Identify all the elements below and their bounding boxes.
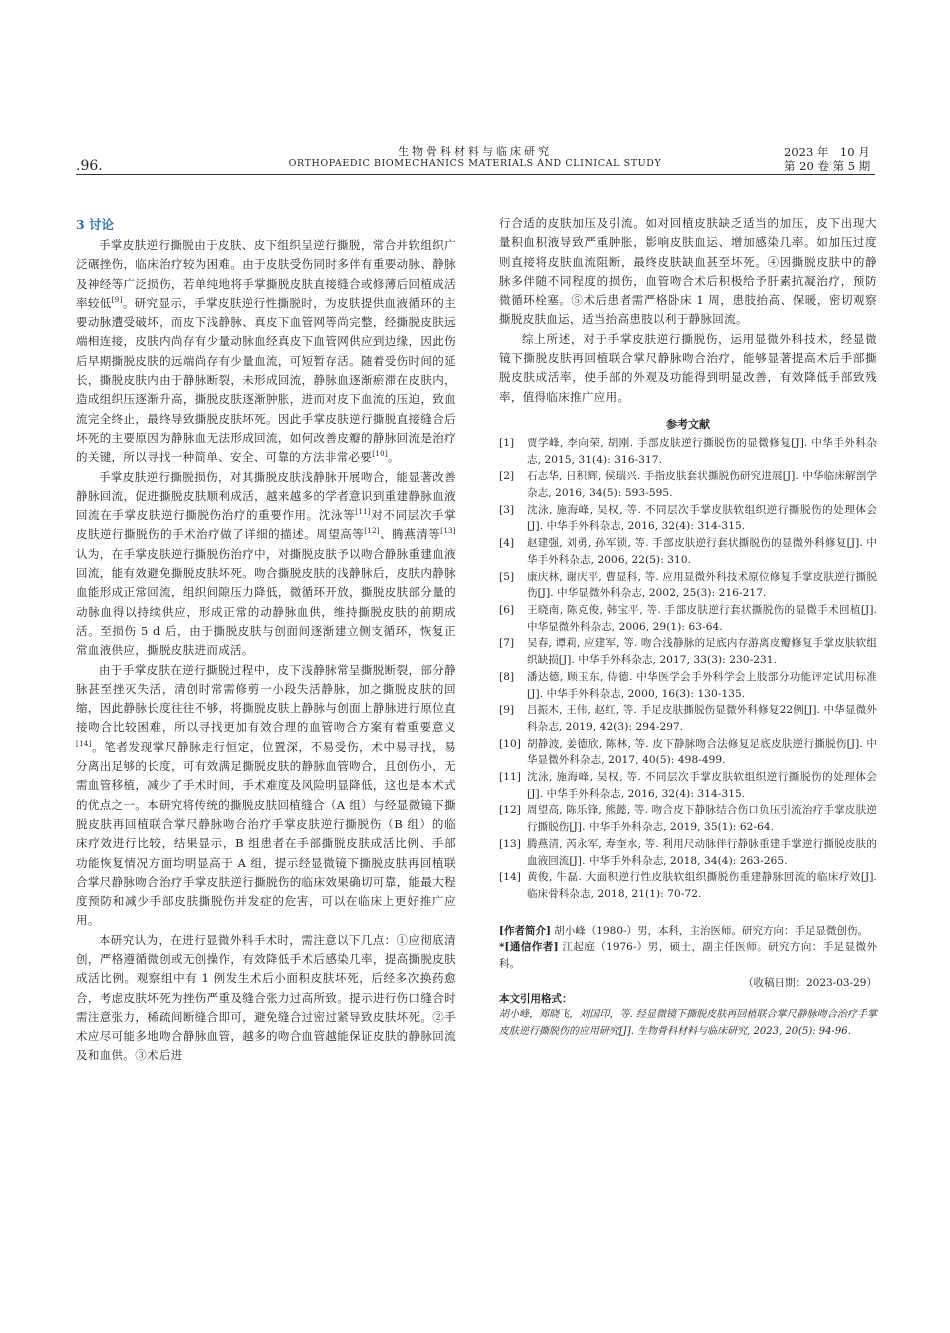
header-rule: [76, 174, 875, 175]
reference-item: [10] 胡静波, 姜德欣, 陈林, 等. 皮下静脉吻合法修复足底皮肤逆行撕脱伤[J]. 中华显微外科杂志, 2017, 40(5): 498-499.: [499, 737, 877, 767]
p2-text-b: 对不同层次手掌皮肤逆行撕脱伤的手术治疗做了详细的描述。周望高等: [76, 508, 456, 542]
p1-text: 手掌皮肤逆行撕脱由于皮肤、皮下组织呈逆行撕脱，常合并软组织广泛碾挫伤，临床治疗较为困难。由于皮肤受伤同时多伴有重要动脉、静脉及神经等广泛损伤，若单纯地将手掌撕脱皮肤直接缝合或修薄后回植成活率较低: [76, 238, 456, 310]
paragraph-1: [76, 236, 456, 468]
reference-list: [499, 435, 877, 903]
p2-text-a: 手掌皮肤逆行撕脱损伤，对其撕脱皮肤浅静脉开展吻合，能显著改善静脉回流，促进撕脱皮肤顺利成活，越来越多的学者意识到重建静脉血液回流在手掌皮肤逆行撕脱伤治疗的重要作用。沈泳等: [76, 469, 456, 523]
author-bio: [499, 923, 877, 940]
citation-format-label: 本文引用格式：: [499, 993, 573, 1006]
section-title: 3 讨论: [76, 217, 115, 232]
reference-item: [6] 王晓南, 陈克俊, 韩宝平, 等. 手部皮肤逆行套状撕脱伤的显微手术回植[J]. 中华显微外科杂志, 2006, 29(1): 63-64.: [499, 604, 877, 633]
p3-text-b: 。笔者发现掌尺静脉走行恒定，位置深，不易受伤，术中易寻找，易分离出足够的长度，可有效满足撕脱皮肤的静脉血管吻合，且创伤小，无需血管移植，减少了手术时间，手术难度及风险明显降低，这也是本术式的优点之一。本研究将传统的撕脱皮肤回植缝合（A 组）与经显微镜下撕脱皮肤再回植联合掌尺静脉吻合治疗手掌皮肤逆行撕脱伤（B 组）的临床疗效进行比较，结果显示，B 组患者在手部撕脱皮肤成活比例、手部功能恢复情况方面均明显高于 A 组，提示经显微镜下撕脱皮肤再回植联合掌尺静脉吻合治疗手掌皮肤逆行撕脱伤的临床效果确切可靠，能最大程度预防和减少手部皮肤撕脱伤并发症的危害，可以在临床上更好推广应用。: [76, 739, 457, 928]
paragraph-2: [76, 468, 456, 661]
reference-item: [9] 吕振木, 王伟, 赵红, 等. 手足皮肤撕脱伤显微外科修复22例[J]. 中华显微外科杂志, 2019, 42(3): 294-297.: [499, 704, 877, 733]
reference-item: [2] 石志华, 日积辉, 侯瑞兴. 手指皮肤套状撕脱伤研究进展[J]. 中华临床解剖学杂志, 2016, 34(5): 593-595.: [499, 470, 877, 500]
author-text: 胡小峰（1980-）男，本科，主治医师。研究方向：手足显微创伤。: [554, 924, 869, 937]
reference-item: [3] 沈泳, 施海峰, 吴权, 等. 不同层次手掌皮肤软组织逆行撕脱伤的处理体会[J]. 中华手外科杂志, 2016, 32(4): 314-315.: [499, 503, 877, 533]
paragraph-5: 综上所述，对于手掌皮肤逆行撕脱伤，运用显微外科技术，经显微镜下撕脱皮肤再回植联合掌尺静脉吻合治疗，能够显著提高术后手部撕脱皮肤成活率，使手部的外观及功能得到明显改善，有效降低手部致残率，值得临床推广应用。: [499, 331, 877, 404]
paragraph-4-continued: 行合适的皮肤加压及引流。如对回植皮肤缺乏适当的加压，皮下出现大量积血积液导致严重肿胀，影响皮肤血运、增加感染几率。如加压过度则直接将皮肤血流阻断，最终皮肤缺血甚至坏死。④因撕脱皮肤中的静脉多伴随不同程度的损伤，血管吻合术后积极给予肝素抗凝治疗，预防微循环栓塞。⑤术后患者需严格卧床 1 周，患肢抬高、保暖，密切观察撕脱皮肤血运，适当抬高患肢以利于静脉回流。: [499, 216, 877, 327]
p2-text-d: 认为，在手掌皮肤逆行撕脱伤治疗中，对撕脱皮肤予以吻合静脉重建血液回流，能有效避免撕脱皮肤坏死。吻合撕脱皮肤的浅静脉后，皮肤内静脉血能形成正常回流，组织间隙压力降低，微循环开放，撕脱皮肤部分量的动脉血得以持续供应，形成正常的动静脉血供，维持撕脱皮肤的前期成活。至损伤 5 d 后，由于撕脱皮肤与创面间逐渐建立侧支循环，恢复正常血液供应，撕脱皮肤进而成活。: [76, 546, 456, 658]
references-heading: 参考文献: [666, 417, 710, 431]
citation-mark: [11]: [355, 508, 372, 517]
p3-text-a: 由于手掌皮肤在逆行撕脱过程中，皮下浅静脉常呈撕脱断裂，部分静脉甚至挫灭失活，清创时常需修剪一小段失活静脉，加之撕脱皮肤的回缩，因此静脉长度往往不够，将撕脱皮肤上静脉与创面上静脉进行原位直接吻合比较困难，所以寻找更加有效合理的血管吻合方案有着重要意义: [76, 662, 456, 735]
reference-item: [1] 贾学峰, 李向荣, 胡刚. 手部皮肤逆行撕脱伤的显微修复[J]. 中华手外科杂志, 2015, 31(4): 316-317.: [499, 436, 877, 466]
reference-item: [14] 黄俊, 牛磊. 大面积逆行性皮肤软组织撕脱伤重建静脉回流的临床疗效[J]. 临床骨科杂志, 2018, 21(1): 70-72.: [499, 871, 877, 900]
paragraph-3: [76, 661, 456, 931]
citation-mark: [9]: [111, 296, 123, 305]
reference-item: [7] 吴春, 谭莉, 应建军, 等. 吻合浅静脉的足底内存游离皮瓣修复手掌皮肤软组织缺损[J]. 中华手外科杂志, 2017, 33(3): 230-231.: [499, 637, 877, 667]
left-column: [76, 214, 456, 1066]
corresponding-author: [499, 939, 877, 972]
reference-item: [8] 潘达德, 顾玉东, 侍德. 中华医学会手外科学会上肢部分功能评定试用标准[J]. 中华手外科杂志, 2000, 16(3): 130-135.: [499, 670, 877, 700]
issue-volume: 第 20 卷 第 5 期: [784, 159, 871, 173]
journal-title-en: ORTHOPAEDIC BIOMECHANICS MATERIALS AND CLINICAL STUDY: [288, 158, 662, 169]
reference-item: [13] 腾燕清, 芮永军, 寿奎水, 等. 利用尺动脉伴行静脉重建手掌逆行撕脱皮肤的血液回流[J]. 中华手外科杂志, 2018, 34(4): 263-265.: [499, 837, 877, 867]
citation-mark: [14]: [76, 739, 92, 748]
paragraph-4: 本研究认为，在进行显微外科手术时，需注意以下几点：①应彻底清创，严格遵循微创或无创操作，有效降低手术后感染几率，提高撕脱皮肤成活比例。观察组中有 1 例发生术后小面积皮肤坏死，后经多次换药愈合，考虑皮肤坏死为挫伤严重及缝合张力过高所致。提示进行伤口缝合时需注意张力，稀疏间断缝合即可，避免缝合过密过紧导致皮肤坏死。②手术应尽可能多地吻合静脉血管，越多的吻合血管越能保证皮肤的静脉回流及和血供。③术后进: [76, 932, 456, 1063]
page-number: .96.: [76, 158, 103, 174]
citation-mark: [10]: [372, 450, 389, 459]
corr-label: *[通信作者]: [499, 941, 559, 954]
reference-item: [4] 赵建强, 刘勇, 孙军锁, 等. 手部皮肤逆行套状撕脱伤的显微外科修复[J]. 中华手外科杂志, 2006, 22(5): 310.: [499, 537, 877, 566]
issue-date: 2023 年 10 月: [784, 145, 870, 159]
right-column: [499, 214, 877, 1040]
citation-mark: [13]: [440, 527, 457, 536]
journal-title-cn: 生物骨科材料与临床研究: [398, 145, 552, 158]
p1-text-c: 。: [388, 450, 400, 465]
citation-mark: [12]: [364, 527, 381, 536]
citation-format-text: 胡小峰，郑晓飞，刘国印，等. 经显微镜下撕脱皮肤再回植联合掌尺静脉吻合治疗手掌皮肤逆行撕脱伤的应用研究[J]. 生物骨科材料与临床研究, 2023, 20(5): 94-96.: [499, 1009, 877, 1037]
corr-text: 江起庭（1976-）男，硕士，副主任医师。研究方向：手足显微外科。: [499, 941, 877, 970]
received-date: （收稿日期：2023-03-29）: [742, 977, 877, 990]
author-label: [作者简介]: [499, 924, 551, 937]
reference-item: [5] 康庆林, 谢庆平, 曹显科, 等. 应用显微外科技术原位修复手掌皮肤逆行撕脱伤[J]. 中华显微外科杂志, 2002, 25(3): 216-217.: [499, 570, 877, 600]
p1-text-b: 。研究显示，手掌皮肤逆行性撕脱时，为皮肤提供血液循环的主要动脉遭受破坏，而皮下浅静脉、真皮下血管网等尚完整，经撕脱皮肤远端相连接，皮肤内尚存有少量动脉血经真皮下血管网供应到边缘，因此伤后早期撕脱皮肤的远端尚存有少量血流，可短暂存活。随着受伤时间的延长，撕脱皮肤内由于静脉断裂，未形成回流，静脉血逐渐瘀滞在皮肤内，造成组织压逐渐升高，撕脱皮肤逐渐肿胀，进而对皮下血流的压迫，致血流完全终止，最终导致撕脱皮肤坏死。因此手掌皮肤逆行撕脱直接缝合后坏死的主要原因为静脉血无法形成回流，如何改善皮瓣的静脉回流是治疗的关键，所以寻找一种简单、安全、可靠的方法非常必要: [76, 295, 456, 465]
reference-item: [11] 沈泳, 施海峰, 吴权, 等. 不同层次手掌皮肤软组织逆行撕脱伤的处理体会[J]. 中华手外科杂志, 2016, 32(4): 314-315.: [499, 771, 877, 800]
p2-text-c: 、腾燕清等: [380, 527, 441, 542]
reference-item: [12] 周望高, 陈乐锋, 熊懿, 等. 吻合皮下静脉结合伤口负压引流治疗手掌皮肤逆行撕脱伤[J]. 中华手外科杂志, 2019, 35(1): 62-64.: [499, 804, 877, 834]
